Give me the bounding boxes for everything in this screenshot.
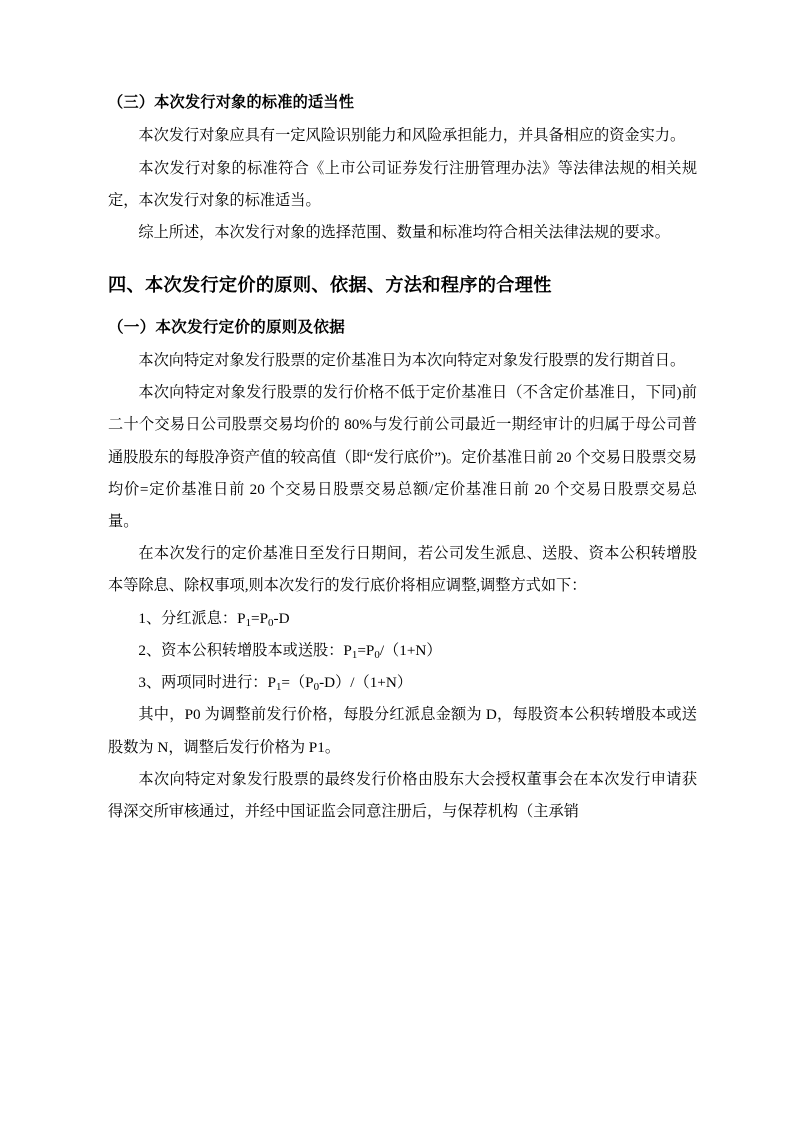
paragraph-pricing-base-date: 本次向特定对象发行股票的定价基准日为本次向特定对象发行股票的发行期首日。 [138,351,686,369]
formula-dividend-sub2: 0 [268,616,274,629]
formula-combined [108,667,697,699]
formula-dividend [108,603,697,635]
document-body [108,88,697,828]
paragraph-adjustment-intro: 在本次发行的定价基准日至发行日期间，若公司发生派息、送股、资本公积转增股本等除息、除权事项,则本次发行的发行底价将相应调整,调整方式如下： [108,545,697,595]
formula-capitalization-sub2: 0 [374,648,380,661]
heading-section-four-one: （一）本次发行定价的原则及依据 [108,318,345,336]
formula-capitalization-mid: =P [357,641,375,659]
formula-dividend-prefix: 1、分红派息：P [138,609,246,627]
formula-capitalization [108,635,697,667]
paragraph-risk-capability: 本次发行对象应具有一定风险识别能力和风险承担能力，并具备相应的资金实力。 [138,127,686,145]
formula-capitalization-prefix: 2、资本公积转增股本或送股：P [138,641,352,659]
formula-dividend-mid: =P [251,609,269,627]
formula-combined-sub1: 1 [275,681,282,694]
paragraph-formula-legend: 其中，P0 为调整前发行价格，每股分红派息金额为 D，每股资本公积转增股本或送股数为 N，调整后发行价格为 P1。 [108,706,697,756]
paragraph-issue-price-floor: 本次向特定对象发行股票的发行价格不低于定价基准日（不含定价基准日，下同)前二十个交易日公司股票交易均价的 80%与发行前公司最近一期经审计的归属于母公司普通股股东的每股净资产值的较高值（即“发行底价”)。定价基准日前 20 个交易日股票交易均价=定价基准日前 20 个交易日股票交易总额/定价基准日前 20 个交易日股票交易总量。 [108,384,697,530]
heading-section-four: 四、本次发行定价的原则、依据、方法和程序的合理性 [108,275,552,296]
formula-capitalization-suffix: /（1+N） [379,641,442,659]
formula-dividend-suffix: -D [273,609,290,627]
formula-combined-sub2: 0 [313,681,320,694]
paragraph-summary-conclusion: 综上所述，本次发行对象的选择范围、数量和标准均符合相关法律法规的要求。 [138,224,670,242]
formula-capitalization-sub1: 1 [351,648,358,661]
formula-dividend-sub1: 1 [245,616,252,629]
paragraph-standard-compliance: 本次发行对象的标准符合《上市公司证券发行注册管理办法》等法律法规的相关规定，本次发行对象的标准适当。 [108,159,697,209]
heading-section-three: （三）本次发行对象的标准的适当性 [108,94,355,111]
paragraph-final-price-authority: 本次向特定对象发行股票的最终发行价格由股东大会授权董事会在本次发行申请获得深交所审核通过，并经中国证监会同意注册后，与保荐机构（主承销 [108,770,697,820]
formula-combined-suffix: -D）/（1+N） [319,674,413,692]
formula-combined-mid: =（P [281,674,314,692]
formula-combined-prefix: 3、两项同时进行：P [138,674,276,692]
